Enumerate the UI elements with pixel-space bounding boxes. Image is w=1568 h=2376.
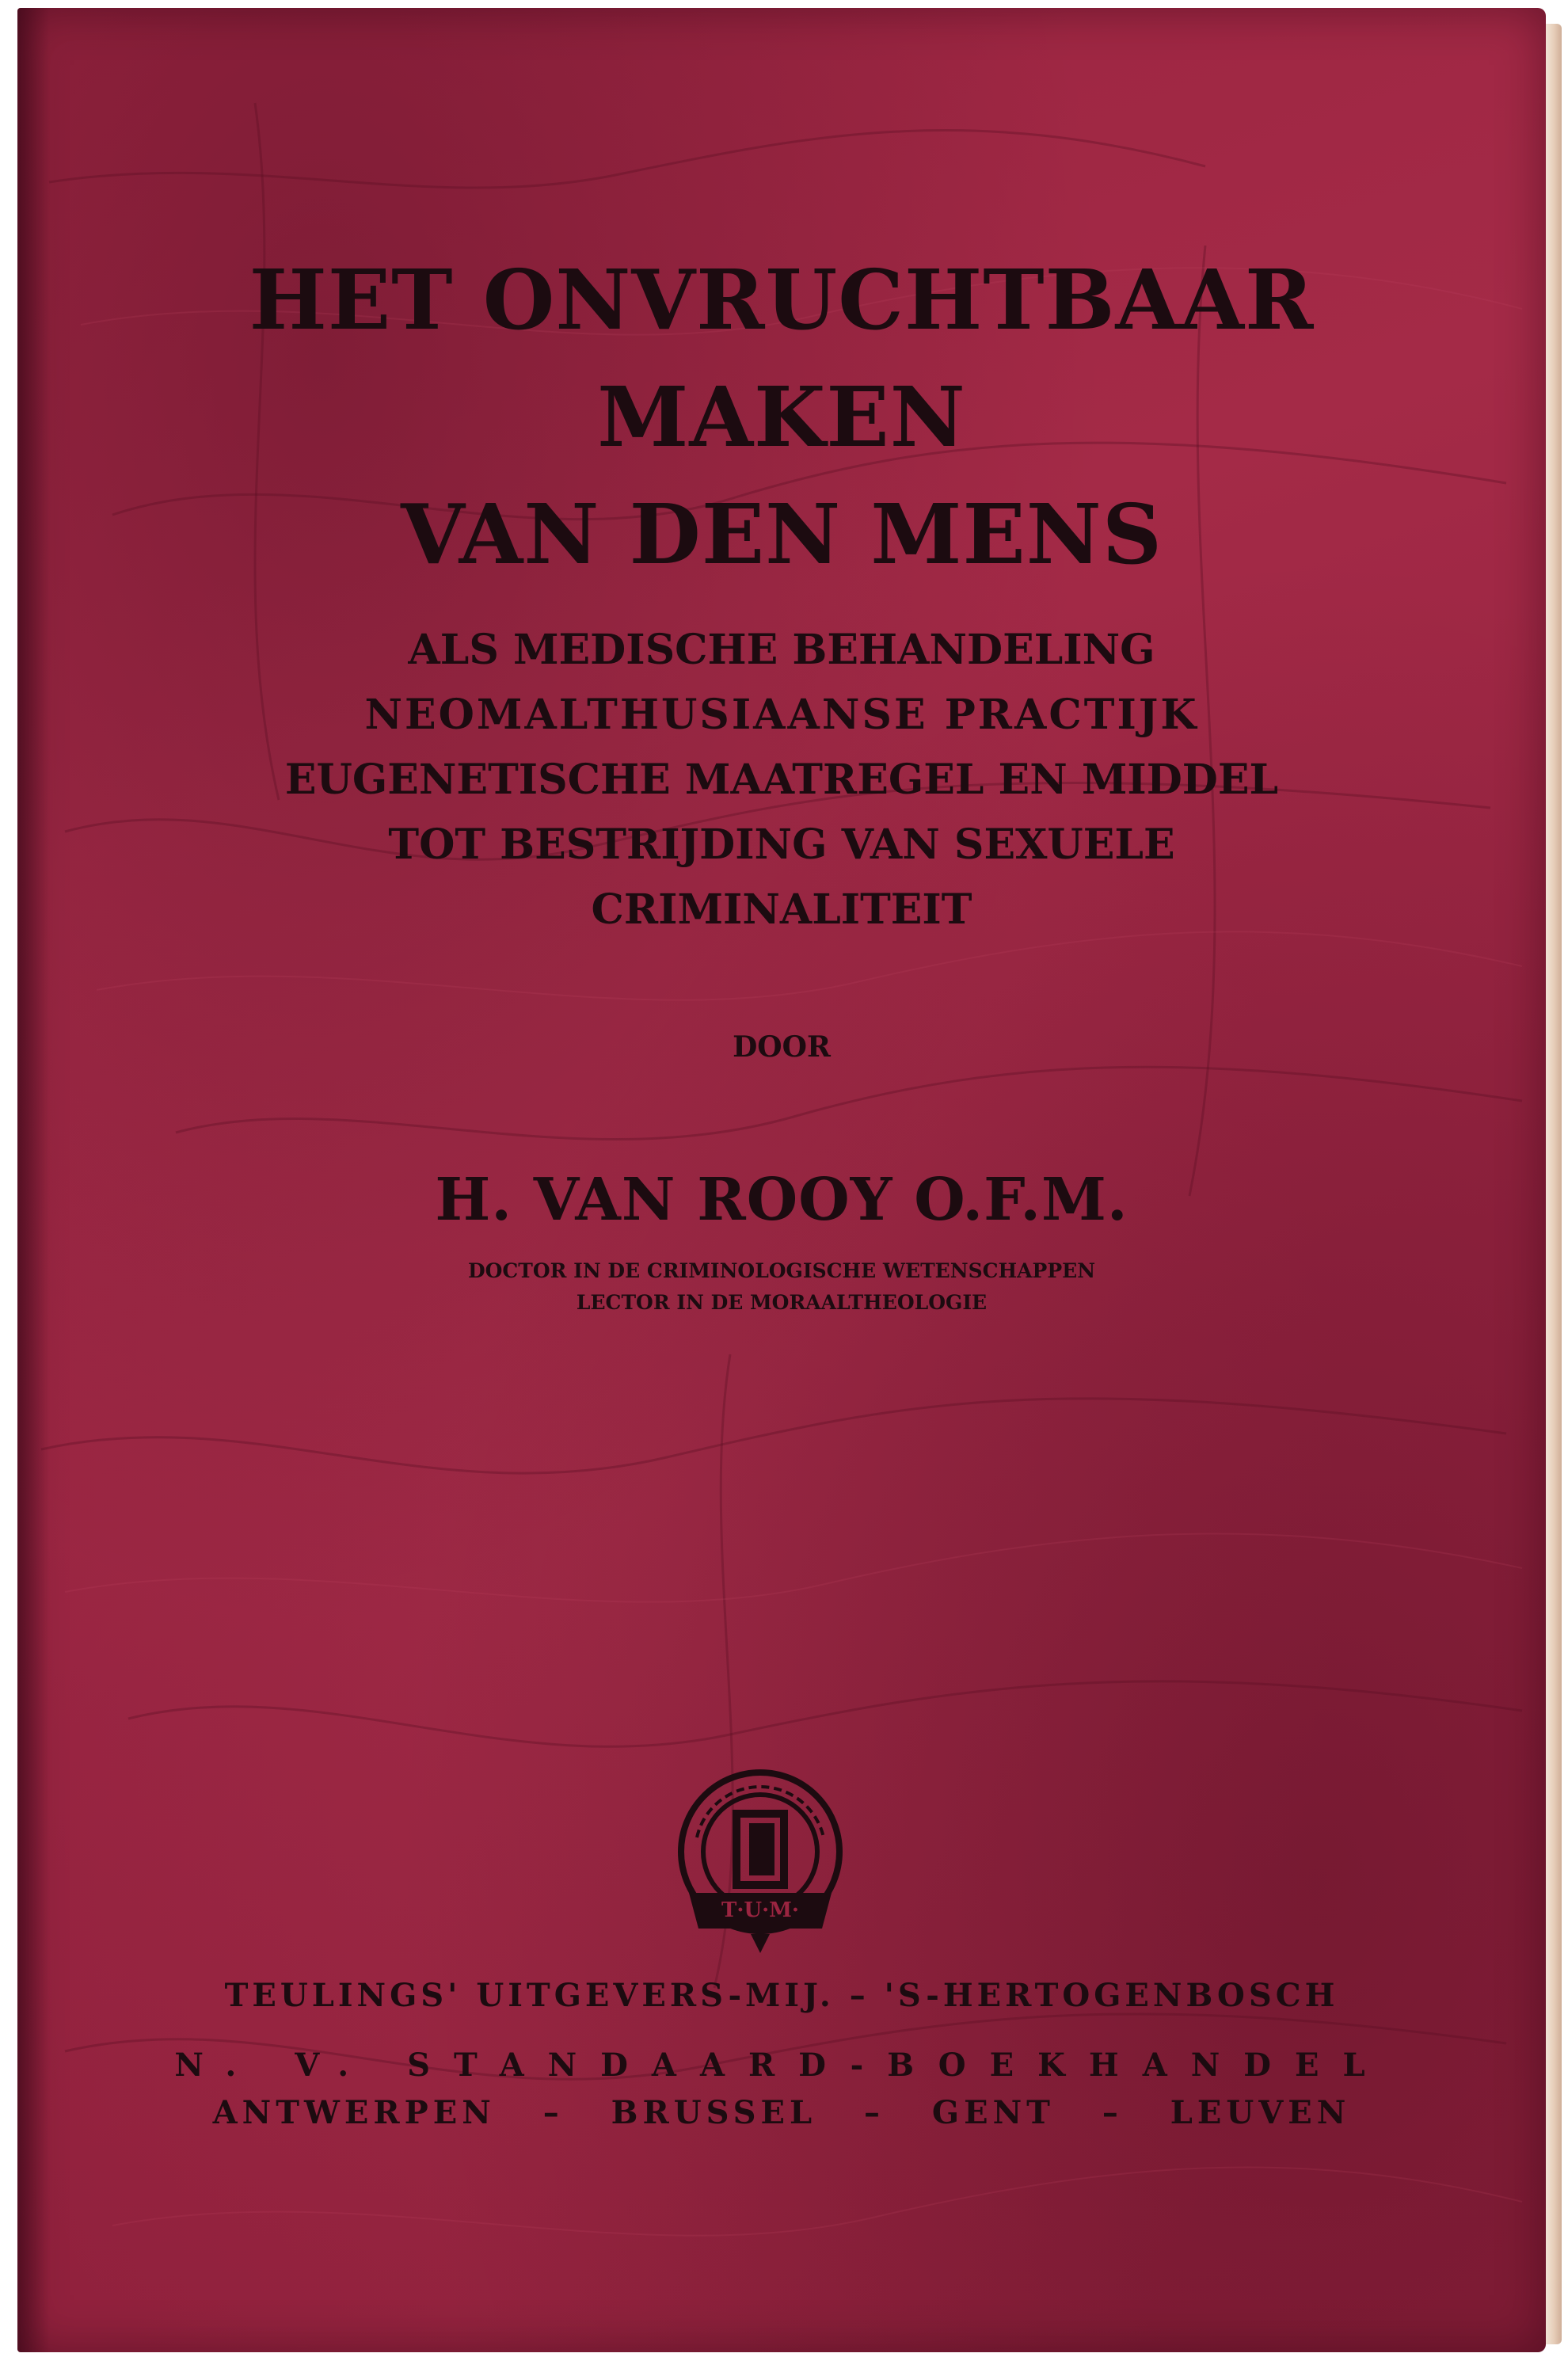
- publisher-line-1: TEULINGS' UITGEVERS-MIJ. – 'S-HERTOGENBOSCH: [224, 1977, 1339, 2014]
- publisher-line-2: N. V. STANDAARD-BOEKHANDEL: [174, 2047, 1389, 2084]
- subtitle-line-5: CRIMINALITEIT: [591, 885, 972, 934]
- publisher-seal-icon: [673, 1758, 847, 1972]
- credential-line-1: DOCTOR IN DE CRIMINOLOGISCHE WETENSCHAPPEN: [467, 1259, 1096, 1282]
- title-line-3: VAN DEN MENS: [401, 485, 1163, 583]
- subtitle-line-3: EUGENETISCHE MAATREGEL EN MIDDEL: [284, 756, 1279, 804]
- publisher-line-3: ANTWERPEN – BRUSSEL – GENT – LEUVEN: [212, 2094, 1351, 2131]
- title-line-2: MAKEN: [597, 368, 966, 466]
- book-title: [17, 242, 1546, 593]
- subtitle-line-4: TOT BESTRIJDING VAN SEXUELE: [388, 821, 1175, 869]
- credential-line-2: LECTOR IN DE MORAALTHEOLOGIE: [576, 1291, 988, 1314]
- by-label: DOOR: [733, 1030, 831, 1064]
- book-cover: [17, 8, 1546, 2352]
- publisher-imprint: [17, 1972, 1546, 2137]
- author-name: H. VAN ROOY O.F.M.: [435, 1166, 1128, 1234]
- subtitle-line-1: ALS MEDISCHE BEHANDELING: [408, 626, 1155, 674]
- title-line-1: HET ONVRUCHTBAAR: [249, 251, 1315, 348]
- subtitle-line-2: NEOMALTHUSIAANSE PRACTIJK: [364, 691, 1199, 739]
- book-subtitle: [17, 618, 1546, 942]
- seal-monogram: T·U·M·: [721, 1898, 799, 1922]
- author-credentials: [17, 1255, 1546, 1319]
